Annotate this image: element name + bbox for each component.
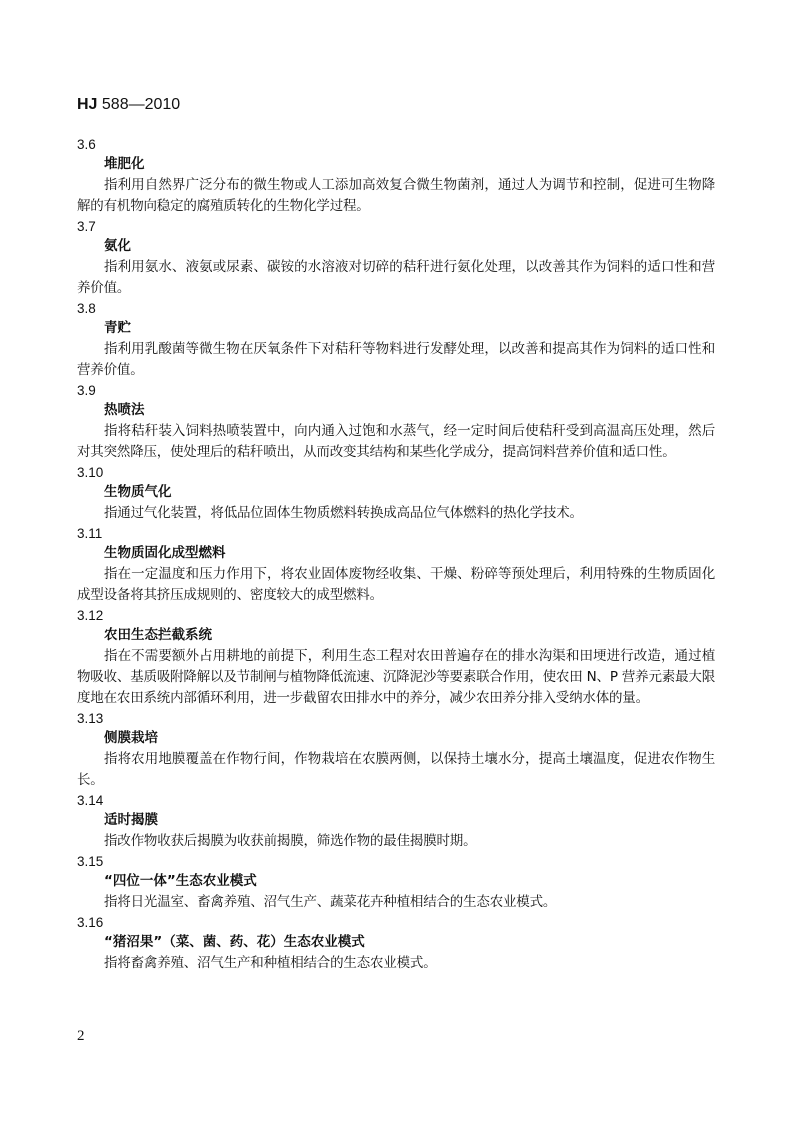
term-number: 3.13 <box>77 711 104 726</box>
term-entry <box>77 463 715 524</box>
term-name: “四位一体”生态农业模式 <box>104 873 257 889</box>
term-number: 3.9 <box>77 383 96 398</box>
term-number: 3.7 <box>77 219 96 234</box>
term-definition: 指在一定温度和压力作用下，将农业固体废物经收集、干燥、粉碎等预处理后，利用特殊的生物质固化成型设备将其挤压成规则的、密度较大的成型燃料。 <box>77 566 715 603</box>
term-number: 3.15 <box>77 854 104 869</box>
term-name: “猪沼果”（菜、菌、药、花）生态农业模式 <box>104 934 365 950</box>
term-number: 3.14 <box>77 793 104 808</box>
term-name: 氨化 <box>104 238 131 254</box>
term-entry <box>77 381 715 463</box>
term-number: 3.8 <box>77 301 96 316</box>
term-number: 3.6 <box>77 137 96 152</box>
term-definition: 指通过气化装置，将低品位固体生物质燃料转换成高品位气体燃料的热化学技术。 <box>104 505 583 521</box>
term-definition: 指利用氨水、液氨或尿素、碳铵的水溶液对切碎的秸秆进行氨化处理，以改善其作为饲料的适口性和营养价值。 <box>77 259 715 296</box>
standard-code: HJ <box>77 96 98 113</box>
term-entry <box>77 524 715 606</box>
term-definition: 指利用乳酸菌等微生物在厌氧条件下对秸秆等物料进行发酵处理，以改善和提高其作为饲料的适口性和营养价值。 <box>77 341 715 378</box>
page-number: 2 <box>77 1028 85 1044</box>
term-entry <box>77 135 715 217</box>
term-entry <box>77 852 715 913</box>
term-name: 适时揭膜 <box>104 812 158 828</box>
term-entry <box>77 606 715 709</box>
term-entry <box>77 913 715 974</box>
term-entry <box>77 299 715 381</box>
term-definition: 指改作物收获后揭膜为收获前揭膜，筛选作物的最佳揭膜时期。 <box>104 833 477 849</box>
term-definition: 指将农用地膜覆盖在作物行间，作物栽培在农膜两侧，以保持土壤水分，提高土壤温度，促进农作物生长。 <box>77 751 715 788</box>
term-number: 3.11 <box>77 526 103 541</box>
term-name: 侧膜栽培 <box>104 730 158 746</box>
term-definition: 指利用自然界广泛分布的微生物或人工添加高效复合微生物菌剂，通过人为调节和控制，促进可生物降解的有机物向稳定的腐殖质转化的生物化学过程。 <box>77 177 715 214</box>
term-number: 3.10 <box>77 465 104 480</box>
term-entry <box>77 709 715 791</box>
term-definition: 指将日光温室、畜禽养殖、沼气生产、蔬菜花卉种植相结合的生态农业模式。 <box>104 894 557 910</box>
term-definition: 指在不需要额外占用耕地的前提下，利用生态工程对农田普遍存在的排水沟渠和田埂进行改造，通过植物吸收、基质吸附降解以及节制闸与植物降低流速、沉降泥沙等要素联合作用，使农田 N、P 营养元素最大限度地在农田系统内部循环利用，进一步截留农田排水中的养分，减少农田养分排入受纳水体的量。 <box>77 648 715 706</box>
term-definition: 指将秸秆装入饲料热喷装置中，向内通入过饱和水蒸气，经一定时间后使秸秆受到高温高压处理，然后对其突然降压，使处理后的秸秆喷出，从而改变其结构和某些化学成分，提高饲料营养价值和适口性。 <box>77 423 715 460</box>
term-definition: 指将畜禽养殖、沼气生产和种植相结合的生态农业模式。 <box>104 955 437 971</box>
term-name: 农田生态拦截系统 <box>104 627 212 643</box>
term-entry <box>77 217 715 299</box>
terms-list <box>77 135 715 974</box>
standard-number: 588—2010 <box>101 96 181 113</box>
term-number: 3.12 <box>77 608 104 623</box>
term-name: 热喷法 <box>104 402 145 418</box>
standard-header <box>77 95 180 115</box>
term-name: 生物质气化 <box>104 484 172 500</box>
term-number: 3.16 <box>77 915 104 930</box>
term-name: 堆肥化 <box>104 156 145 172</box>
term-name: 生物质固化成型燃料 <box>104 545 226 561</box>
term-entry <box>77 791 715 852</box>
term-name: 青贮 <box>104 320 131 336</box>
